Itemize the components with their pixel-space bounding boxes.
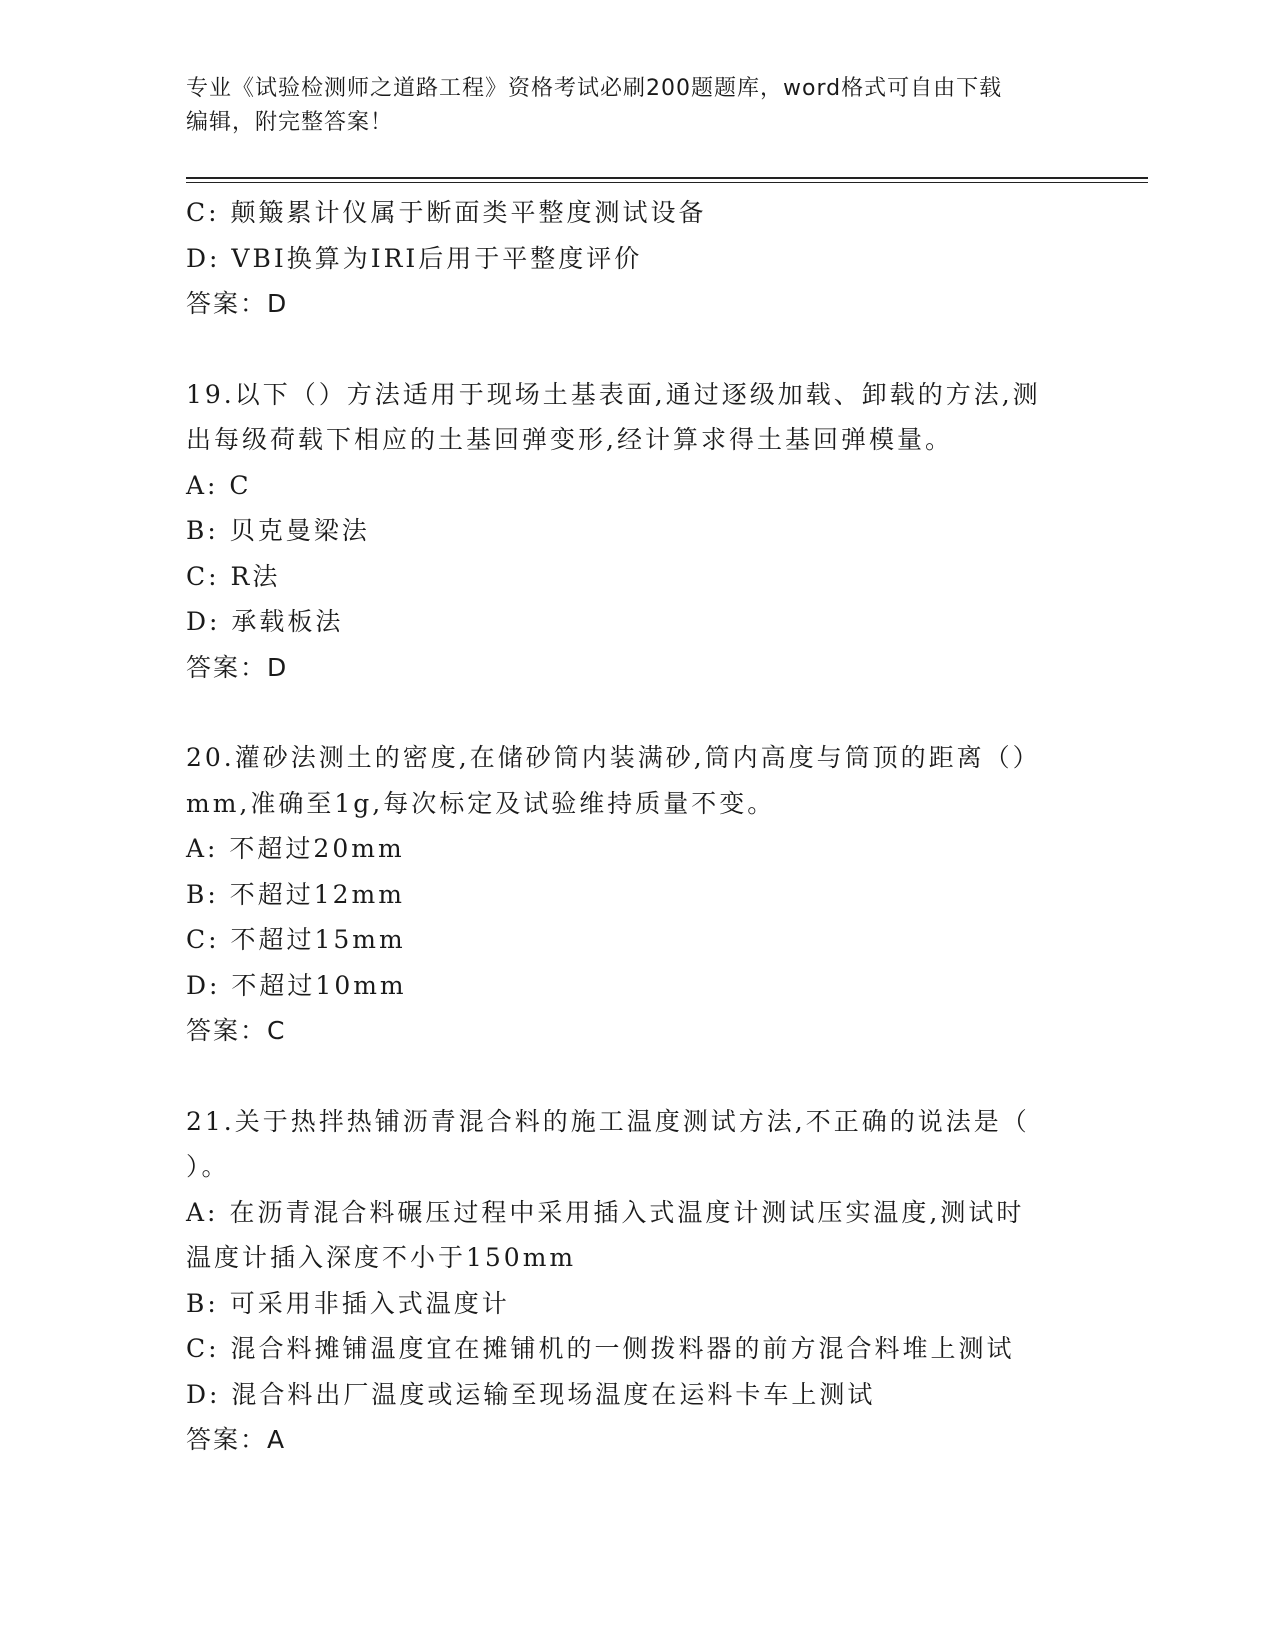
question-19 xyxy=(186,372,1086,691)
header-divider-thin xyxy=(186,182,1148,183)
answer-label: 答案：A xyxy=(186,1425,287,1454)
document-header xyxy=(186,72,1086,140)
option-c: C: 不超过15mm xyxy=(186,925,406,954)
option-a: A: 不超过20mm xyxy=(186,834,405,863)
option-a: A: C xyxy=(186,470,252,500)
answer-label: 答案：C xyxy=(186,1016,287,1045)
question-gap xyxy=(186,690,1086,735)
option-b: B: 可采用非插入式温度计 xyxy=(186,1288,510,1318)
option-d: D: 混合料出厂温度或运输至现场温度在运料卡车上测试 xyxy=(186,1379,876,1409)
header-line-2: 编辑，附完整答案！ xyxy=(186,110,394,135)
question-stem: 20.灌砂法测土的密度,在储砂筒内装满砂,筒内高度与筒顶的距离（） xyxy=(186,743,1041,772)
option-c: C: 颠簸累计仪属于断面类平整度测试设备 xyxy=(186,198,707,227)
option-c: C: 混合料摊铺温度宜在摊铺机的一侧拨料器的前方混合料堆上测试 xyxy=(186,1334,1015,1363)
question-stem: ）。 xyxy=(186,1152,230,1181)
question-gap xyxy=(186,327,1086,372)
option-b: B: 不超过12mm xyxy=(186,879,405,909)
answer-label: 答案：D xyxy=(186,289,289,318)
option-d: D: 不超过10mm xyxy=(186,970,407,1000)
header-divider-thick xyxy=(186,177,1148,179)
header-line-1: 专业《试验检测师之道路工程》资格考试必刷200题题库，word格式可自由下载 xyxy=(186,76,1003,101)
question-stem: 19.以下（）方法适用于现场土基表面,通过逐级加载、卸载的方法,测 xyxy=(186,379,1041,409)
question-stem: mm,准确至1g,每次标定及试验维持质量不变。 xyxy=(186,788,776,818)
option-a: A: 在沥青混合料碾压过程中采用插入式温度计测试压实温度,测试时 xyxy=(186,1197,1025,1227)
question-list xyxy=(186,190,1086,1463)
option-a-continued: 温度计插入深度不小于150mm xyxy=(186,1243,577,1272)
option-d: D: 承载板法 xyxy=(186,607,344,636)
question-21 xyxy=(186,1099,1086,1463)
question-stem: 出每级荷载下相应的土基回弹变形,经计算求得土基回弹模量。 xyxy=(186,425,953,454)
question-20 xyxy=(186,735,1086,1054)
option-d: D: VBI换算为IRI后用于平整度评价 xyxy=(186,243,643,273)
option-b: B: 贝克曼梁法 xyxy=(186,516,370,545)
option-c: C: R法 xyxy=(186,561,281,591)
question-18-tail xyxy=(186,190,1086,327)
answer-label: 答案：D xyxy=(186,652,289,682)
question-stem: 21.关于热拌热铺沥青混合料的施工温度测试方法,不正确的说法是（ xyxy=(186,1106,1030,1136)
question-gap xyxy=(186,1054,1086,1099)
